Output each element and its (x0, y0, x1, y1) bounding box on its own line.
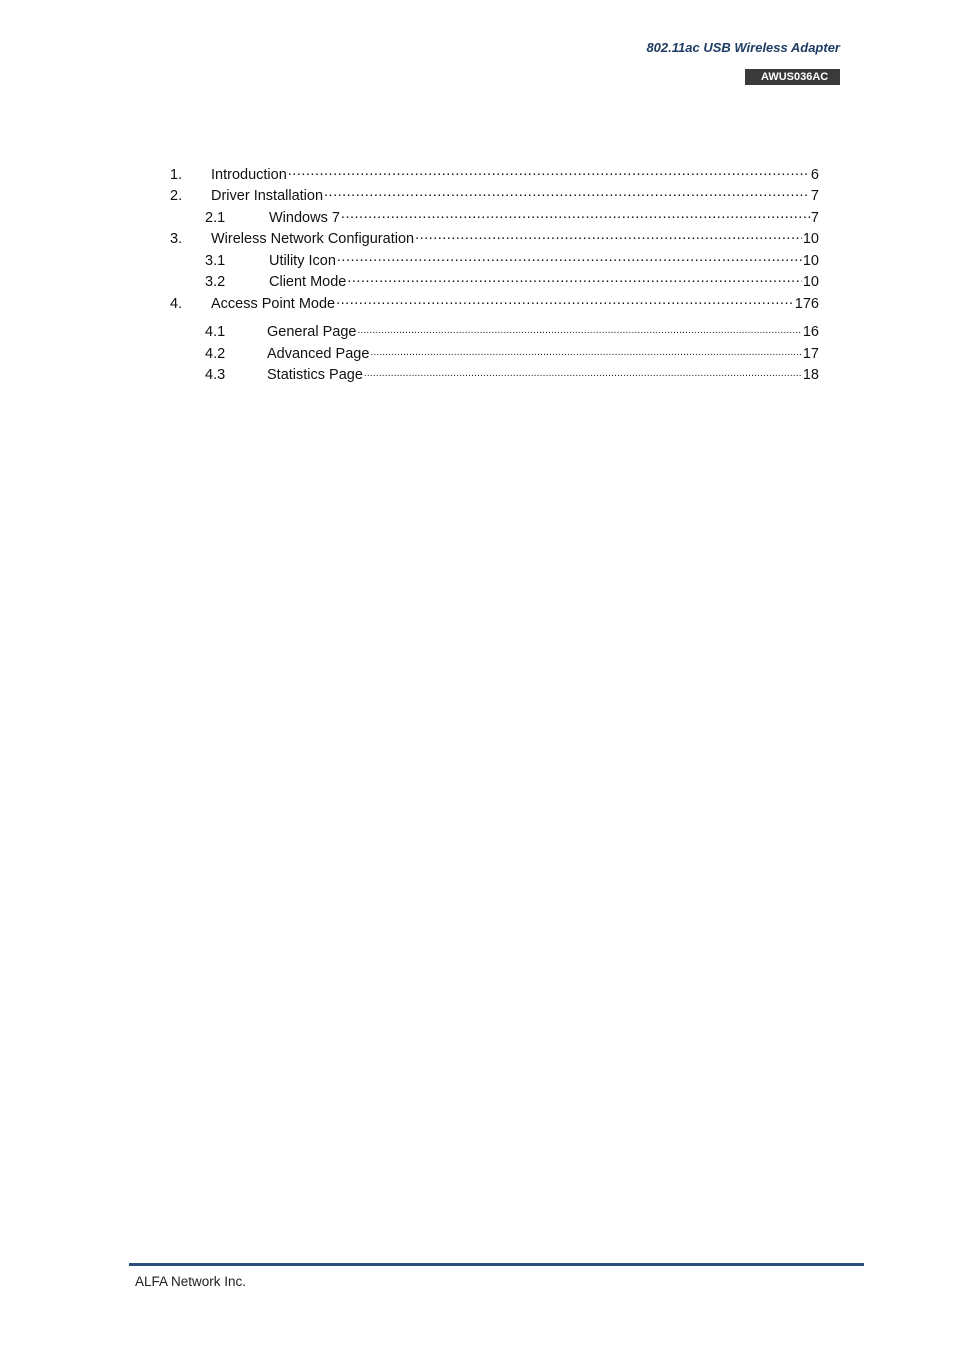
toc-dot-leader (415, 229, 802, 244)
toc-entry-number: 4. (170, 295, 183, 312)
toc-entry-number: 4.3 (205, 367, 226, 383)
toc-entry-label: Advanced Page (267, 345, 370, 362)
table-of-contents (170, 164, 819, 386)
toc-dot-leader (288, 164, 810, 179)
toc-entry-page: 17 (802, 345, 819, 362)
toc-entry-wireless-network-configuration[interactable] (170, 229, 819, 251)
toc-entry-page: 16 (802, 324, 819, 340)
toc-entry-label: Wireless Network Configuration (211, 231, 415, 247)
toc-dot-leader (357, 322, 801, 337)
footer-company: ALFA Network Inc. (135, 1274, 247, 1289)
toc-entry-label: Introduction (211, 166, 287, 183)
toc-dot-leader (336, 293, 794, 308)
toc-entry-windows-7[interactable] (170, 207, 819, 229)
toc-entry-page: 6 (810, 166, 819, 183)
toc-entry-client-mode[interactable] (170, 272, 819, 294)
toc-entry-general-page[interactable] (170, 322, 819, 344)
toc-entry-page: 7 (810, 209, 819, 226)
toc-dot-leader (341, 207, 810, 222)
toc-entry-label: Statistics Page (267, 367, 363, 383)
toc-entry-number: 1. (170, 166, 183, 183)
toc-entry-number: 3.1 (205, 252, 226, 269)
toc-entry-statistics-page[interactable] (170, 365, 819, 387)
toc-entry-label: Utility Icon (269, 252, 336, 269)
toc-entry-introduction[interactable] (170, 164, 819, 186)
toc-entry-utility-icon[interactable] (170, 250, 819, 272)
toc-entry-label: Access Point Mode (211, 295, 336, 312)
toc-entry-number: 4.2 (205, 345, 226, 362)
model-badge: AWUS036AC (745, 69, 840, 85)
toc-entry-page: 10 (802, 231, 819, 247)
toc-spacer (170, 315, 819, 322)
toc-entry-page: 10 (802, 252, 819, 269)
toc-entry-driver-installation[interactable] (170, 186, 819, 208)
toc-entry-number: 3. (170, 231, 183, 247)
toc-entry-page: 10 (802, 274, 819, 290)
toc-entry-number: 2.1 (205, 209, 226, 226)
toc-dot-leader (364, 365, 802, 380)
toc-dot-leader (370, 343, 801, 358)
toc-dot-leader (347, 272, 801, 287)
toc-entry-number: 4.1 (205, 324, 226, 340)
toc-entry-number: 2. (170, 188, 183, 204)
toc-entry-page: 18 (802, 367, 819, 383)
toc-dot-leader (324, 186, 810, 201)
toc-entry-label: Driver Installation (211, 188, 324, 204)
toc-entry-number: 3.2 (205, 274, 226, 290)
toc-entry-label: Client Mode (269, 274, 347, 290)
document-title: 802.11ac USB Wireless Adapter (646, 40, 840, 55)
toc-entry-page: 7 (810, 188, 819, 204)
toc-entry-page: 176 (794, 295, 819, 312)
toc-entry-advanced-page[interactable] (170, 343, 819, 365)
toc-dot-leader (337, 250, 802, 265)
toc-entry-access-point-mode[interactable] (170, 293, 819, 315)
toc-entry-label: General Page (267, 324, 357, 340)
footer-divider (129, 1263, 864, 1266)
toc-entry-label: Windows 7 (269, 209, 340, 226)
